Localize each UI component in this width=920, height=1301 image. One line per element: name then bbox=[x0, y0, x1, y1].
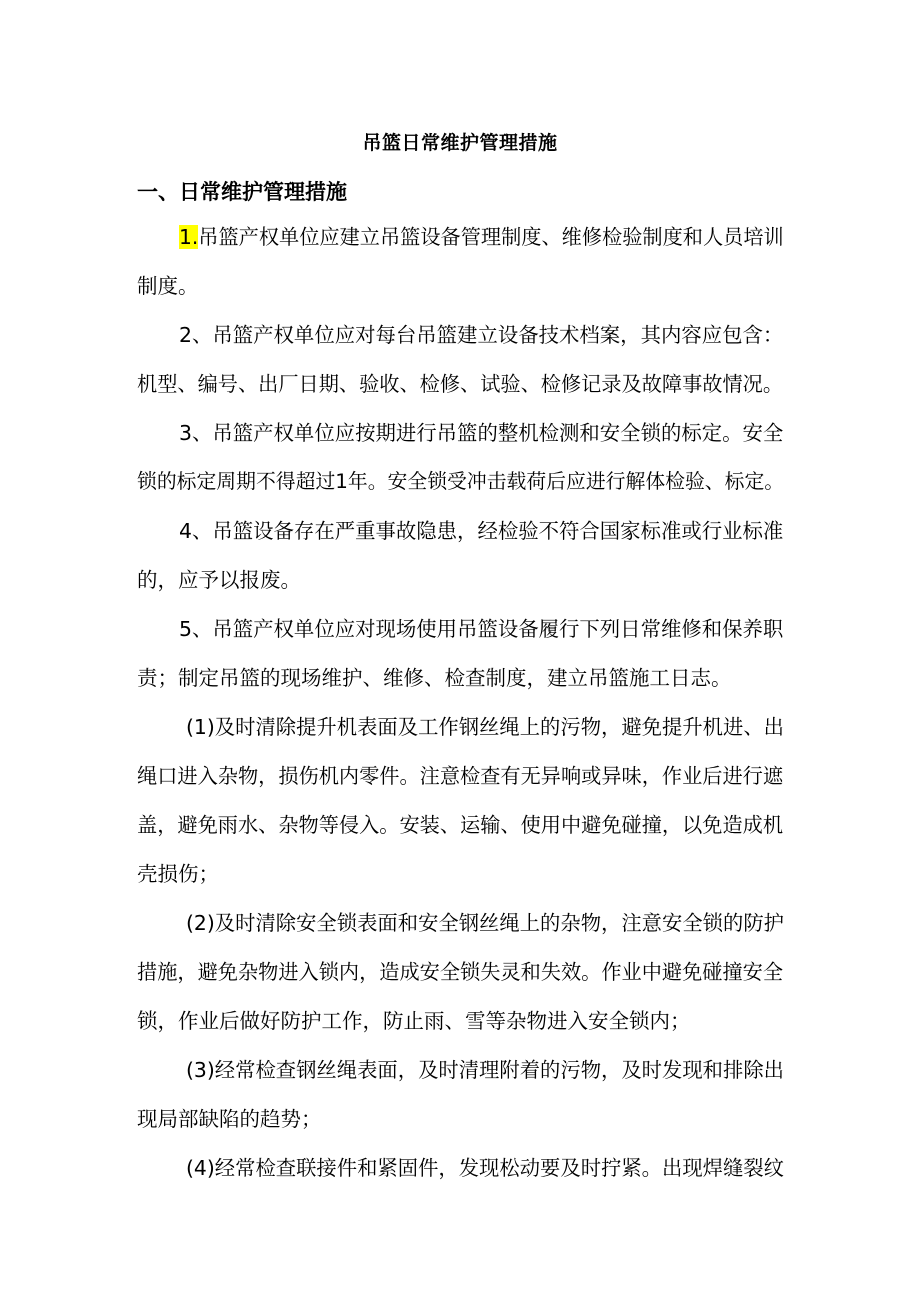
paragraph-line: 3、吊篮产权单位应按期进行吊篮的整机检测和安全锁的标定。安全 bbox=[179, 421, 784, 445]
section-heading: 一、日常维护管理措施 bbox=[137, 180, 347, 204]
paragraph-line: 4、吊篮设备存在严重事故隐患，经检验不符合国家标准或行业标准 bbox=[179, 519, 784, 543]
paragraph-line: 5、吊篮产权单位应对现场使用吊篮设备履行下列日常维修和保养职 bbox=[179, 617, 784, 641]
highlighted-number: 1. bbox=[179, 225, 199, 249]
paragraph-line: (3)经常检查钢丝绳表面，及时清理附着的污物，及时发现和排除出 bbox=[186, 1058, 784, 1082]
document-title: 吊篮日常维护管理措施 bbox=[362, 132, 558, 154]
paragraph-line: 机型、编号、出厂日期、验收、检修、试验、检修记录及故障事故情况。 bbox=[137, 372, 784, 396]
paragraph-line: 制度。 bbox=[137, 274, 199, 298]
line-text: 吊篮产权单位应建立吊篮设备管理制度、维修检验制度和人员培训 bbox=[198, 225, 784, 249]
paragraph-line: 措施，避免杂物进入锁内，造成安全锁失灵和失效。作业中避免碰撞安全 bbox=[137, 960, 784, 984]
paragraph-line: (4)经常检查联接件和紧固件，发现松动要及时拧紧。出现焊缝裂纹 bbox=[186, 1156, 784, 1180]
paragraph-line: 现局部缺陷的趋势； bbox=[137, 1107, 322, 1131]
paragraph-line: 的，应予以报废。 bbox=[137, 568, 301, 592]
paragraph-line: 锁，作业后做好防护工作，防止雨、雪等杂物进入安全锁内； bbox=[137, 1009, 691, 1033]
paragraph-line: (2)及时清除安全锁表面和安全钢丝绳上的杂物，注意安全锁的防护 bbox=[186, 911, 784, 935]
paragraph-line: 绳口进入杂物，损伤机内零件。注意检查有无异响或异味，作业后进行遮 bbox=[137, 764, 784, 788]
paragraph-line: (1)及时清除提升机表面及工作钢丝绳上的污物，避免提升机进、出 bbox=[186, 715, 784, 739]
paragraph-line: 责；制定吊篮的现场维护、维修、检查制度，建立吊篮施工日志。 bbox=[137, 666, 732, 690]
paragraph-line: 壳损伤； bbox=[137, 862, 219, 886]
paragraph-line: 2、吊篮产权单位应对每台吊篮建立设备技术档案，其内容应包含： bbox=[179, 323, 784, 347]
paragraph-line: 锁的标定周期不得超过1年。安全锁受冲击载荷后应进行解体检验、标定。 bbox=[137, 470, 785, 493]
paragraph-line: 盖，避免雨水、杂物等侵入。安装、运输、使用中避免碰撞，以免造成机 bbox=[137, 813, 784, 837]
paragraph-line bbox=[179, 222, 784, 252]
